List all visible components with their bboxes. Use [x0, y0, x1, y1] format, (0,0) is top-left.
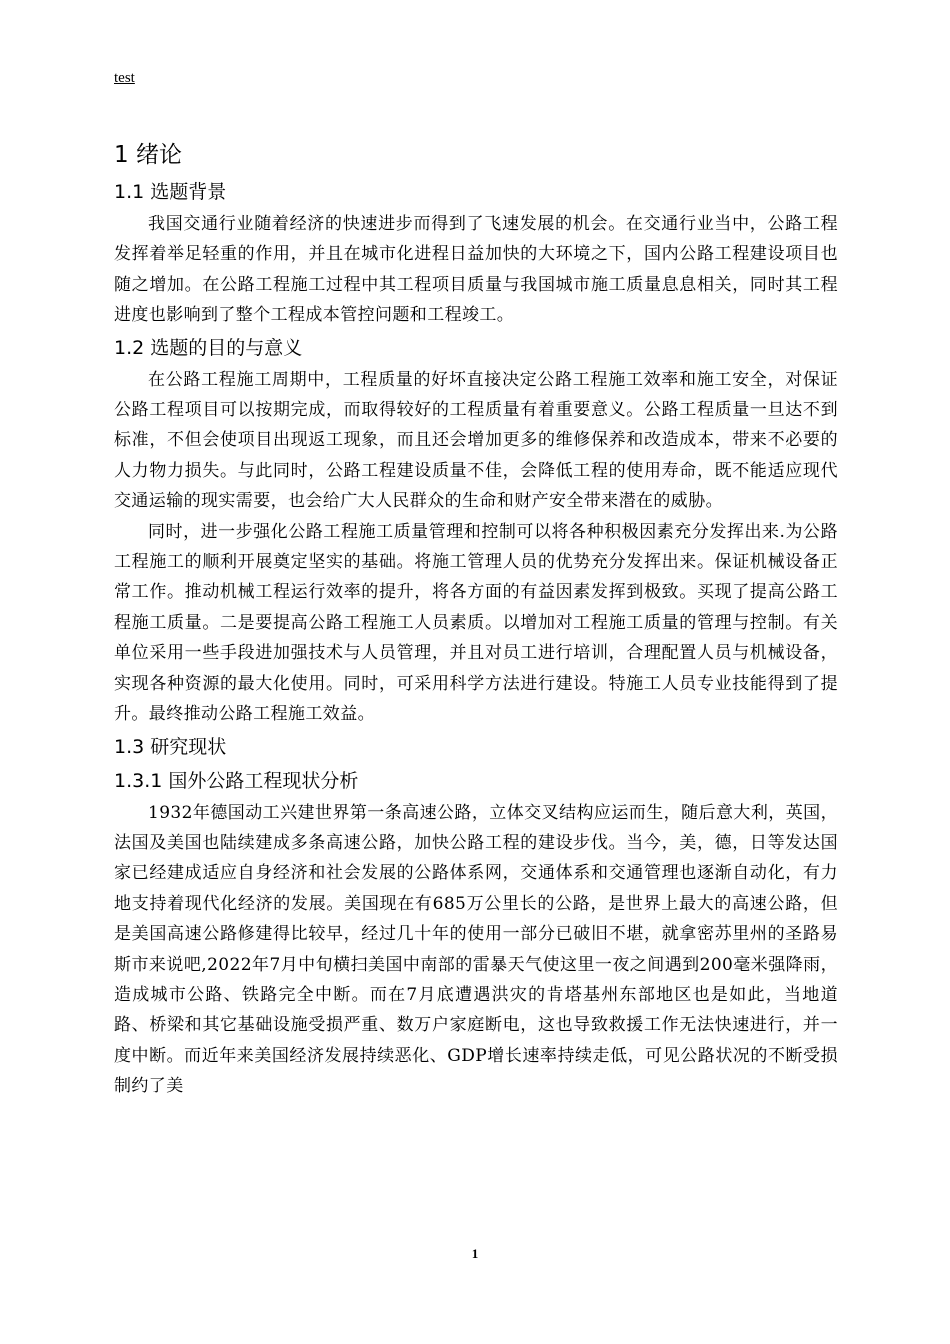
chapter-heading: 1 绪论	[114, 142, 182, 168]
paragraph: 在公路工程施工周期中，工程质量的好坏直接决定公路工程施工效率和施工安全，对保证公路工程项目可以按期完成，而取得较好的工程质量有着重要意义。公路工程质量一旦达不到标准，不但会使项目出现返工现象，而且还会增加更多的维修保养和改造成本，带来不必要的人力物力损失。与此同时，公路工程建设质量不佳，会降低工程的使用寿命，既不能适应现代交通运输的现实需要，也会给广大人民群众的生命和财产安全带来潜在的威胁。	[114, 369, 838, 512]
page-number: 1	[471, 1246, 479, 1261]
paragraph: 1932年德国动工兴建世界第一条高速公路，立体交叉结构应运而生，随后意大利，英国，法国及美国也陆续建成多条高速公路，加快公路工程的建设步伐。当今，美，德，日等发达国家已经建成适应自身经济和社会发展的公路体系网，交通体系和交通管理也逐渐自动化，有力地支持着现代化经济的发展。美国现在有685万公里长的公路，是世界上最大的高速公路，但是美国高速公路修建得比较早，经过几十年的使用一部分已破旧不堪，就拿密苏里州的圣路易斯市来说吧,2022年7月中旬横扫美国中南部的雷暴天气使这里一夜之间遇到200毫米强降雨，造成城市公路、铁路完全中断。而在7月底遭遇洪灾的肯塔基州东部地区也是如此，当地道路、桥梁和其它基础设施受损严重、数万户家庭断电，这也导致救援工作无法快速进行，并一度中断。而近年来美国经济发展持续恶化、GDP增长速率持续走低，可见公路状况的不断受损制约了美	[114, 802, 838, 1097]
paragraph: 我国交通行业随着经济的快速进步而得到了飞速发展的机会。在交通行业当中，公路工程发挥着举足轻重的作用，并且在城市化进程日益加快的大环境之下，国内公路工程建设项目也随之增加。在公路工程施工过程中其工程项目质量与我国城市施工质量息息相关，同时其工程进度也影响到了整个工程成本管控问题和工程竣工。	[114, 214, 838, 326]
section-heading-1-1: 1.1 选题背景	[114, 181, 227, 203]
document-body	[114, 135, 838, 1102]
subsection-heading-1-3-1: 1.3.1 国外公路工程现状分析	[114, 769, 359, 792]
section-heading-1-2: 1.2 选题的目的与意义	[114, 336, 303, 359]
paragraph: 同时，进一步强化公路工程施工质量管理和控制可以将各种积极因素充分发挥出来.为公路工程施工的顺利开展奠定坚实的基础。将施工管理人员的优势充分发挥出来。保证机械设备正常工作。推动机械工程运行效率的提升，将各方面的有益因素发挥到极致。买现了提高公路工程施工质量。二是要提高公路工程施工人员素质。以增加对工程施工质量的管理与控制。有关单位采用一些手段进加强技术与人员管理，并且对员工进行培训，合理配置人员与机械设备，实现各种资源的最大化使用。同时，可采用科学方法进行建设。特施工人员专业技能得到了提升。最终推动公路工程施工效益。	[114, 521, 838, 725]
section-heading-1-3: 1.3 研究现状	[114, 735, 227, 758]
header-text: test	[114, 70, 135, 86]
